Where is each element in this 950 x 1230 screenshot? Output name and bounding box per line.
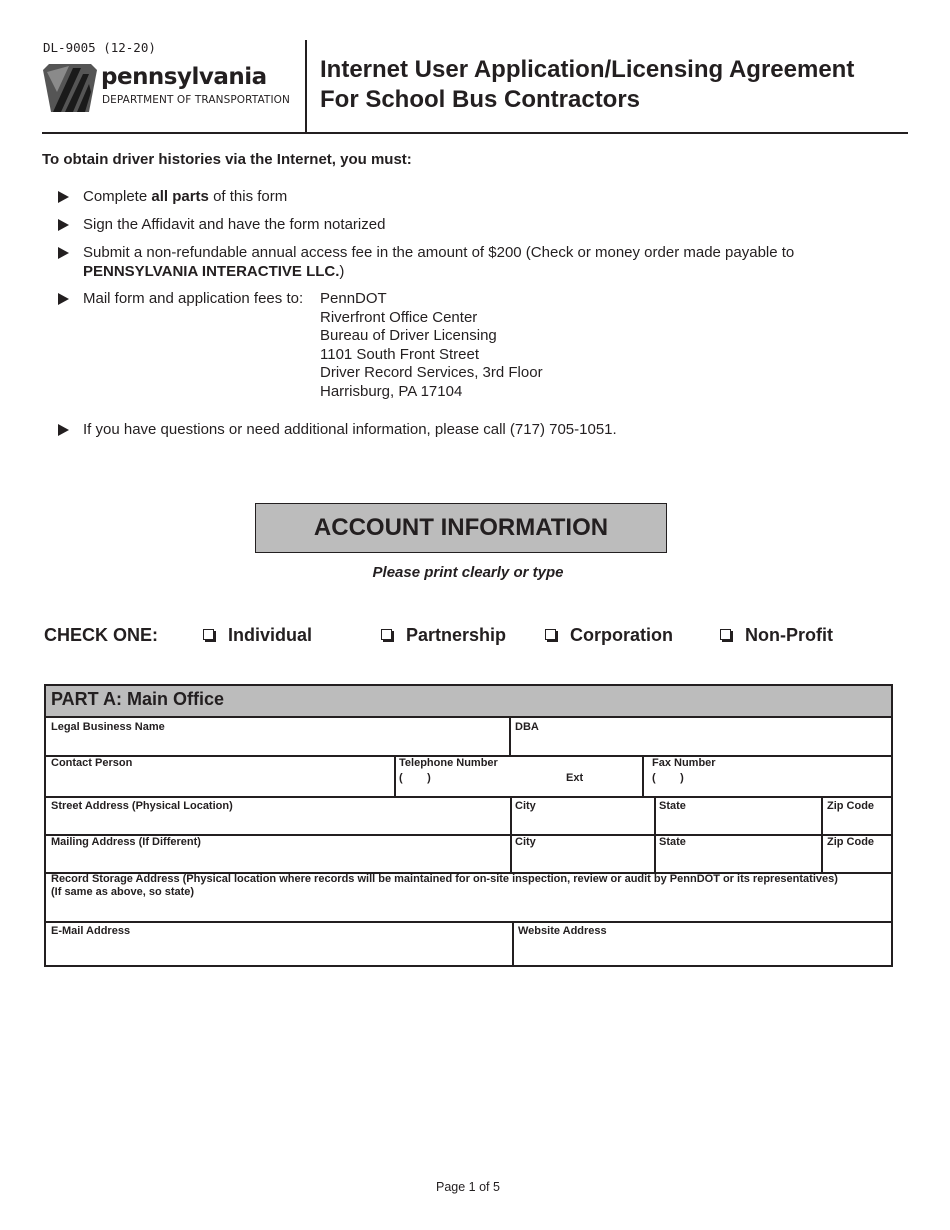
address-line: PennDOT: [320, 290, 387, 307]
option-label: Partnership: [406, 625, 507, 645]
fax-number-field[interactable]: Fax Number: [652, 757, 716, 769]
bullet-text: Submit a non-refundable annual access fee in the amount of $200 (Check or money order made payable to: [83, 244, 795, 261]
website-address-field[interactable]: Website Address: [518, 925, 607, 937]
mailing-address-field[interactable]: Mailing Address (If Different): [51, 836, 201, 848]
row-divider: [46, 796, 891, 798]
bullet-arrow-icon: [58, 191, 69, 203]
penndot-logo: [43, 62, 293, 114]
contact-person-field[interactable]: Contact Person: [51, 757, 133, 769]
bullet-arrow-icon: [58, 424, 69, 436]
address-line: Harrisburg, PA 17104: [320, 382, 463, 400]
telephone-ext-field[interactable]: Ext: [566, 772, 584, 784]
bullet-text: of this form: [208, 188, 288, 205]
logo-department: DEPARTMENT OF TRANSPORTATION: [102, 94, 290, 106]
mailing-zip-field[interactable]: Zip Code: [827, 836, 875, 848]
address-line: Bureau of Driver Licensing: [320, 327, 497, 344]
bullet-text: Mail form and application fees to:: [83, 290, 304, 307]
option-corporation[interactable]: [545, 625, 673, 646]
legal-business-name-field[interactable]: Legal Business Name: [51, 721, 165, 733]
logo-wordmark: pennsylvania: [101, 64, 267, 90]
bullet-arrow-icon: [58, 247, 69, 259]
mailing-city-field[interactable]: City: [515, 836, 536, 848]
telephone-area-code: ( ): [399, 772, 431, 784]
check-one-label: CHECK ONE:: [44, 625, 159, 645]
title-line-2: For School Bus Contractors: [320, 86, 641, 113]
account-info-heading-box: [255, 503, 667, 553]
bullet-bold-text: all parts: [151, 188, 209, 205]
record-storage-note: (If same as above, so state): [51, 886, 195, 898]
option-label: Corporation: [570, 625, 673, 645]
bullet-text: ): [339, 262, 345, 280]
option-non-profit[interactable]: [720, 625, 833, 646]
bullet-text: Complete: [83, 188, 152, 205]
address-line: 1101 South Front Street: [320, 345, 479, 363]
checkbox-icon[interactable]: [720, 629, 731, 640]
keystone-logo-icon: [43, 62, 97, 114]
mailing-state-field[interactable]: State: [659, 836, 686, 848]
row-divider: [46, 921, 891, 923]
bullet-text: Sign the Affidavit and have the form notarized: [83, 216, 386, 233]
street-address-field[interactable]: Street Address (Physical Location): [51, 800, 233, 812]
bullet-arrow-icon: [58, 219, 69, 231]
option-label: Individual: [228, 625, 313, 645]
bullet-text: If you have questions or need additional information, please call (717) 705-1051.: [83, 421, 617, 438]
print-note: Please print clearly or type: [372, 564, 564, 581]
bullet-arrow-icon: [58, 293, 69, 305]
option-label: Non-Profit: [745, 625, 833, 645]
checkbox-icon[interactable]: [545, 629, 556, 640]
page-number: Page 1 of 5: [436, 1180, 500, 1194]
page-title: [320, 55, 854, 115]
part-a-title: PART A: Main Office: [51, 689, 225, 709]
dba-field[interactable]: DBA: [515, 721, 539, 733]
address-line: Driver Record Services, 3rd Floor: [320, 364, 543, 381]
checkbox-icon[interactable]: [203, 629, 214, 640]
form-code: DL-9005 (12-20): [43, 40, 156, 55]
part-a-table: [44, 684, 893, 967]
cell-divider: [394, 756, 396, 796]
fax-area-code: ( ): [652, 772, 684, 784]
payee-name: PENNSYLVANIA INTERACTIVE LLC.: [83, 262, 340, 280]
street-state-field[interactable]: State: [659, 800, 686, 812]
cell-divider: [512, 922, 514, 965]
title-line-1: Internet User Application/Licensing Agreement: [320, 56, 855, 83]
part-a-header: [46, 686, 891, 718]
account-info-heading: ACCOUNT INFORMATION: [313, 514, 609, 541]
street-city-field[interactable]: City: [515, 800, 536, 812]
header-divider-horizontal: [42, 132, 908, 134]
record-storage-address-field[interactable]: Record Storage Address (Physical location where records will be maintained for on-site inspection, review or audit by PennDOT or its representatives): [51, 873, 838, 885]
option-partnership[interactable]: [381, 625, 506, 646]
header-divider-vertical: [305, 40, 307, 132]
cell-divider: [509, 718, 511, 755]
address-line: Riverfront Office Center: [320, 308, 478, 326]
option-individual[interactable]: [203, 625, 312, 646]
intro-text: To obtain driver histories via the Internet, you must:: [42, 151, 412, 168]
mailing-address-block: [320, 290, 543, 401]
cell-divider: [642, 756, 644, 796]
street-zip-field[interactable]: Zip Code: [827, 800, 875, 812]
email-address-field[interactable]: E-Mail Address: [51, 925, 131, 937]
telephone-number-field[interactable]: Telephone Number: [399, 757, 498, 769]
checkbox-icon[interactable]: [381, 629, 392, 640]
